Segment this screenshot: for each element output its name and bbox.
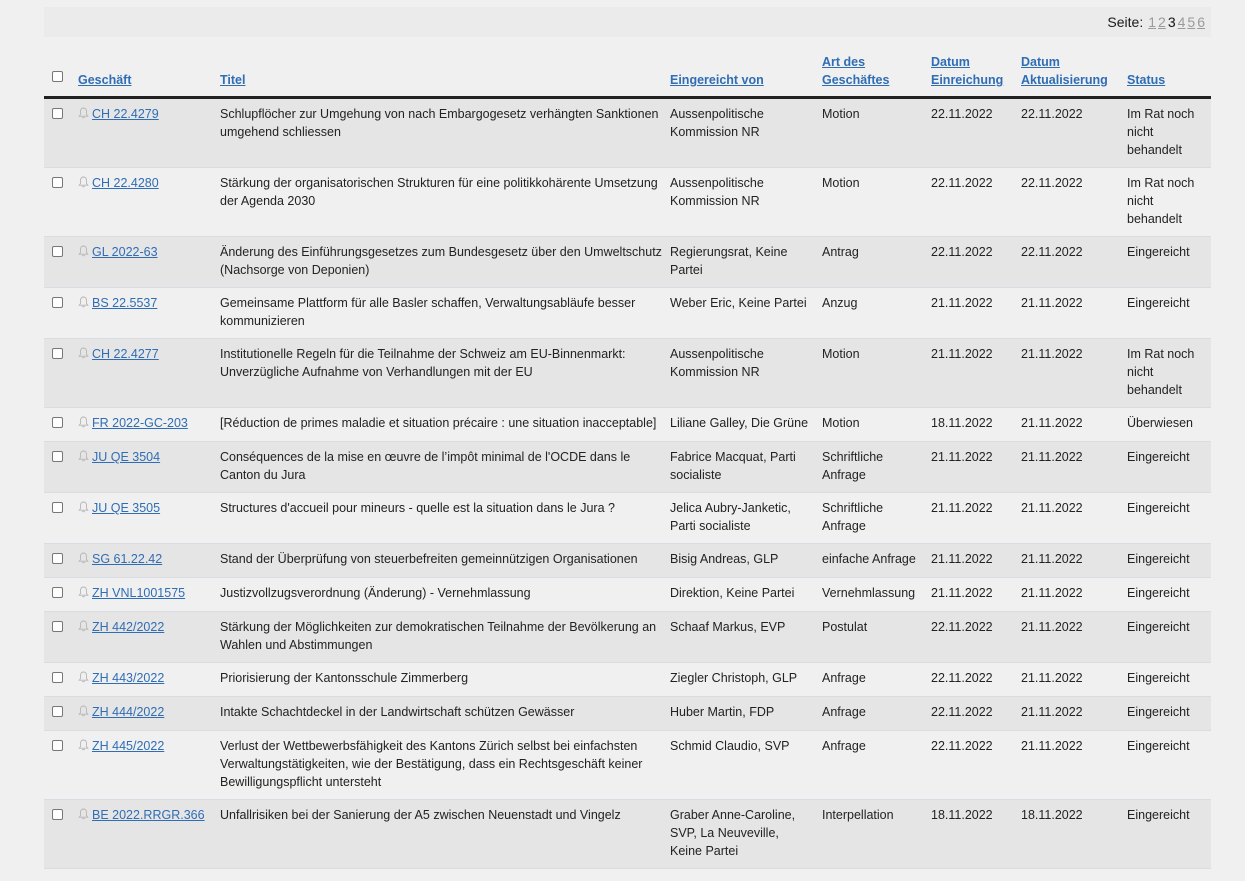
table-row [44,544,1211,578]
geschaeft-link[interactable]: FR 2022-GC-203 [92,416,188,430]
table-row [44,612,1211,663]
geschaeft-link[interactable]: JU QE 3504 [92,450,161,464]
row-select-cell [44,578,74,612]
geschaeft-cell [74,237,216,288]
datum-aktualisierung-cell: 21.11.2022 [1017,493,1123,544]
table-row [44,731,1211,800]
art-cell: Anfrage [818,697,927,731]
row-checkbox[interactable] [52,706,63,717]
datum-aktualisierung-cell: 21.11.2022 [1017,408,1123,442]
status-cell: Im Rat noch nicht behandelt [1123,98,1211,168]
status-cell: Eingereicht [1123,493,1211,544]
header-status [1123,37,1211,98]
datum-aktualisierung-cell: 22.11.2022 [1017,168,1123,237]
header-art [818,37,927,98]
titel-cell: Justizvollzugsverordnung (Änderung) - Vernehmlassung [216,578,666,612]
pagination-bar [44,7,1211,37]
art-cell: Anfrage [818,731,927,800]
page-link-1[interactable]: 1 [1148,14,1157,30]
datum-aktualisierung-cell: 21.11.2022 [1017,339,1123,408]
row-select-cell [44,663,74,697]
art-cell: Anfrage [818,663,927,697]
eingereicht-von-cell: Fabrice Macquat, Parti socialiste [666,442,818,493]
row-select-cell [44,339,74,408]
titel-cell: Schlupflöcher zur Umgehung von nach Embargogesetz verhängten Sanktionen umgehend schliessen [216,98,666,168]
table-row [44,288,1211,339]
geschaeft-cell [74,98,216,168]
header-select-all-cell [44,37,74,98]
row-checkbox[interactable] [52,246,63,257]
status-cell: Eingereicht [1123,663,1211,697]
table-body [44,98,1211,869]
eingereicht-von-cell: Liliane Galley, Die Grüne [666,408,818,442]
pagination-label: Seite: [1107,14,1144,30]
datum-aktualisierung-cell: 22.11.2022 [1017,98,1123,168]
geschaeft-link[interactable]: JU QE 3505 [92,501,161,515]
geschaeft-link[interactable]: CH 22.4279 [92,107,159,121]
geschaeft-link[interactable]: CH 22.4280 [92,176,159,190]
geschaeft-link[interactable]: SG 61.22.42 [92,552,163,566]
bell-icon[interactable] [78,670,89,682]
table-row [44,339,1211,408]
sort-geschaeft-link[interactable]: Geschäft [78,73,132,87]
table-row [44,800,1211,869]
geschaeft-cell [74,612,216,663]
bell-icon[interactable] [78,551,89,563]
art-cell: Motion [818,408,927,442]
bell-icon[interactable] [78,807,89,819]
eingereicht-von-cell: Aussenpolitische Kommission NR [666,339,818,408]
row-checkbox[interactable] [52,451,63,462]
geschaeft-cell [74,800,216,869]
datum-einreichung-cell: 22.11.2022 [927,612,1017,663]
row-select-cell [44,408,74,442]
page-container [44,7,1211,869]
geschaeft-cell [74,408,216,442]
datum-einreichung-cell: 22.11.2022 [927,237,1017,288]
row-select-cell [44,731,74,800]
row-select-cell [44,288,74,339]
row-checkbox[interactable] [52,587,63,598]
bell-icon[interactable] [78,244,89,256]
page-link-6[interactable]: 6 [1197,14,1205,30]
datum-aktualisierung-cell: 22.11.2022 [1017,237,1123,288]
datum-einreichung-cell: 21.11.2022 [927,288,1017,339]
eingereicht-von-cell: Ziegler Christoph, GLP [666,663,818,697]
table-row [44,408,1211,442]
bell-icon[interactable] [78,619,89,631]
geschaeft-link[interactable]: GL 2022-63 [92,245,158,259]
status-cell: Eingereicht [1123,731,1211,800]
geschaeft-link[interactable]: BE 2022.RRGR.366 [92,808,205,822]
status-cell: Eingereicht [1123,697,1211,731]
page-current: 3 [1167,14,1176,30]
bell-icon[interactable] [78,346,89,358]
sort-art-link[interactable]: Art des Geschäftes [822,55,890,87]
datum-aktualisierung-cell: 21.11.2022 [1017,442,1123,493]
titel-cell: Gemeinsame Plattform für alle Basler schaffen, Verwaltungsabläufe besser kommunizieren [216,288,666,339]
geschaeft-link[interactable]: BS 22.5537 [92,296,158,310]
art-cell: Motion [818,339,927,408]
art-cell: Anzug [818,288,927,339]
eingereicht-von-cell: Aussenpolitische Kommission NR [666,168,818,237]
geschaeft-cell [74,578,216,612]
bell-icon[interactable] [78,295,89,307]
header-datum-aktualisierung [1017,37,1123,98]
bell-icon[interactable] [78,738,89,750]
titel-cell: Priorisierung der Kantonsschule Zimmerberg [216,663,666,697]
titel-cell: Institutionelle Regeln für die Teilnahme der Schweiz am EU-Binnenmarkt: Unverzügliche Aufnahme von Verhandlungen mit der EU [216,339,666,408]
row-checkbox[interactable] [52,672,63,683]
datum-aktualisierung-cell: 18.11.2022 [1017,800,1123,869]
titel-cell: Verlust der Wettbewerbsfähigkeit des Kantons Zürich selbst bei einfachsten Verwaltungstätigkeiten, wie der Bestätigung, dass ein Rechtsgeschäft keiner Bewilligungspflicht untersteht [216,731,666,800]
art-cell: Vernehmlassung [818,578,927,612]
table-row [44,98,1211,168]
sort-status-link[interactable]: Status [1127,73,1166,87]
row-checkbox[interactable] [52,177,63,188]
eingereicht-von-cell: Aussenpolitische Kommission NR [666,98,818,168]
eingereicht-von-cell: Graber Anne-Caroline, SVP, La Neuveville, Keine Partei [666,800,818,869]
titel-cell: Unfallrisiken bei der Sanierung der A5 zwischen Neuenstadt und Vingelz [216,800,666,869]
header-titel [216,37,666,98]
geschaeft-link[interactable]: ZH 445/2022 [92,739,165,753]
sort-eingereicht-von-link[interactable]: Eingereicht von [670,73,764,87]
geschaefte-table [44,37,1211,869]
table-row [44,578,1211,612]
geschaeft-link[interactable]: ZH 442/2022 [92,620,165,634]
row-select-cell [44,168,74,237]
table-row [44,493,1211,544]
header-geschaeft [74,37,216,98]
sort-datum-einreichung-link[interactable]: Datum Einreichung [931,55,1004,87]
geschaeft-cell [74,493,216,544]
titel-cell: Structures d'accueil pour mineurs - quelle est la situation dans le Jura ? [216,493,666,544]
row-checkbox[interactable] [52,348,63,359]
geschaeft-cell [74,663,216,697]
datum-einreichung-cell: 21.11.2022 [927,339,1017,408]
geschaeft-cell [74,168,216,237]
bell-icon[interactable] [78,175,89,187]
geschaeft-cell [74,544,216,578]
bell-icon[interactable] [78,415,89,427]
row-checkbox[interactable] [52,502,63,513]
table-row [44,442,1211,493]
geschaeft-cell [74,288,216,339]
geschaeft-cell [74,697,216,731]
sort-titel-link[interactable]: Titel [220,73,246,87]
datum-einreichung-cell: 22.11.2022 [927,697,1017,731]
datum-einreichung-cell: 21.11.2022 [927,544,1017,578]
art-cell: Schriftliche Anfrage [818,442,927,493]
select-all-checkbox[interactable] [52,71,63,82]
sort-datum-aktualisierung-link[interactable]: Datum Aktualisierung [1021,55,1108,87]
row-checkbox[interactable] [52,297,63,308]
row-select-cell [44,697,74,731]
datum-einreichung-cell: 21.11.2022 [927,493,1017,544]
row-checkbox[interactable] [52,553,63,564]
datum-aktualisierung-cell: 21.11.2022 [1017,731,1123,800]
datum-aktualisierung-cell: 21.11.2022 [1017,612,1123,663]
titel-cell: Stärkung der organisatorischen Strukturen für eine politikkohärente Umsetzung der Agenda 2030 [216,168,666,237]
table-row [44,237,1211,288]
geschaeft-cell [74,339,216,408]
row-select-cell [44,237,74,288]
row-select-cell [44,442,74,493]
art-cell: Motion [818,98,927,168]
status-cell: Überwiesen [1123,408,1211,442]
titel-cell: Stand der Überprüfung von steuerbefreiten gemeinnützigen Organisationen [216,544,666,578]
eingereicht-von-cell: Huber Martin, FDP [666,697,818,731]
eingereicht-von-cell: Schaaf Markus, EVP [666,612,818,663]
table-row [44,663,1211,697]
status-cell: Im Rat noch nicht behandelt [1123,168,1211,237]
datum-einreichung-cell: 22.11.2022 [927,731,1017,800]
page-link-5[interactable]: 5 [1187,14,1196,30]
datum-einreichung-cell: 21.11.2022 [927,442,1017,493]
bell-icon[interactable] [78,449,89,461]
art-cell: Antrag [818,237,927,288]
titel-cell: [Réduction de primes maladie et situation précaire : une situation inacceptable] [216,408,666,442]
art-cell: Interpellation [818,800,927,869]
geschaeft-link[interactable]: ZH 443/2022 [92,671,165,685]
header-datum-einreichung [927,37,1017,98]
datum-einreichung-cell: 18.11.2022 [927,408,1017,442]
status-cell: Eingereicht [1123,442,1211,493]
status-cell: Eingereicht [1123,800,1211,869]
datum-aktualisierung-cell: 21.11.2022 [1017,663,1123,697]
row-checkbox[interactable] [52,108,63,119]
page-link-2[interactable]: 2 [1158,14,1166,30]
bell-icon[interactable] [78,500,89,512]
titel-cell: Intakte Schachtdeckel in der Landwirtschaft schützen Gewässer [216,697,666,731]
geschaeft-cell [74,442,216,493]
geschaeft-cell [74,731,216,800]
row-select-cell [44,612,74,663]
datum-einreichung-cell: 21.11.2022 [927,578,1017,612]
titel-cell: Stärkung der Möglichkeiten zur demokratischen Teilnahme der Bevölkerung an Wahlen und Abstimmungen [216,612,666,663]
row-checkbox[interactable] [52,809,63,820]
row-checkbox[interactable] [52,621,63,632]
art-cell: einfache Anfrage [818,544,927,578]
status-cell: Eingereicht [1123,544,1211,578]
eingereicht-von-cell: Schmid Claudio, SVP [666,731,818,800]
eingereicht-von-cell: Bisig Andreas, GLP [666,544,818,578]
header-eingereicht-von [666,37,818,98]
row-select-cell [44,98,74,168]
datum-aktualisierung-cell: 21.11.2022 [1017,578,1123,612]
table-header-row [44,37,1211,98]
row-select-cell [44,544,74,578]
status-cell: Eingereicht [1123,237,1211,288]
datum-aktualisierung-cell: 21.11.2022 [1017,697,1123,731]
row-checkbox[interactable] [52,417,63,428]
row-select-cell [44,800,74,869]
datum-einreichung-cell: 18.11.2022 [927,800,1017,869]
status-cell: Eingereicht [1123,578,1211,612]
datum-einreichung-cell: 22.11.2022 [927,98,1017,168]
bell-icon[interactable] [78,585,89,597]
datum-einreichung-cell: 22.11.2022 [927,663,1017,697]
datum-aktualisierung-cell: 21.11.2022 [1017,288,1123,339]
titel-cell: Conséquences de la mise en œuvre de l’impôt minimal de l'OCDE dans le Canton du Jura [216,442,666,493]
status-cell: Eingereicht [1123,288,1211,339]
eingereicht-von-cell: Regierungsrat, Keine Partei [666,237,818,288]
datum-einreichung-cell: 22.11.2022 [927,168,1017,237]
bell-icon[interactable] [78,106,89,118]
datum-aktualisierung-cell: 21.11.2022 [1017,544,1123,578]
row-checkbox[interactable] [52,740,63,751]
art-cell: Postulat [818,612,927,663]
eingereicht-von-cell: Jelica Aubry-Janketic, Parti socialiste [666,493,818,544]
page-link-4[interactable]: 4 [1177,14,1186,30]
eingereicht-von-cell: Direktion, Keine Partei [666,578,818,612]
status-cell: Im Rat noch nicht behandelt [1123,339,1211,408]
art-cell: Schriftliche Anfrage [818,493,927,544]
row-select-cell [44,493,74,544]
geschaeft-link[interactable]: ZH 444/2022 [92,705,165,719]
table-row [44,697,1211,731]
table-row [44,168,1211,237]
art-cell: Motion [818,168,927,237]
geschaeft-link[interactable]: CH 22.4277 [92,347,159,361]
bell-icon[interactable] [78,704,89,716]
geschaeft-link[interactable]: ZH VNL1001575 [92,586,186,600]
status-cell: Eingereicht [1123,612,1211,663]
eingereicht-von-cell: Weber Eric, Keine Partei [666,288,818,339]
titel-cell: Änderung des Einführungsgesetzes zum Bundesgesetz über den Umweltschutz (Nachsorge von Deponien) [216,237,666,288]
